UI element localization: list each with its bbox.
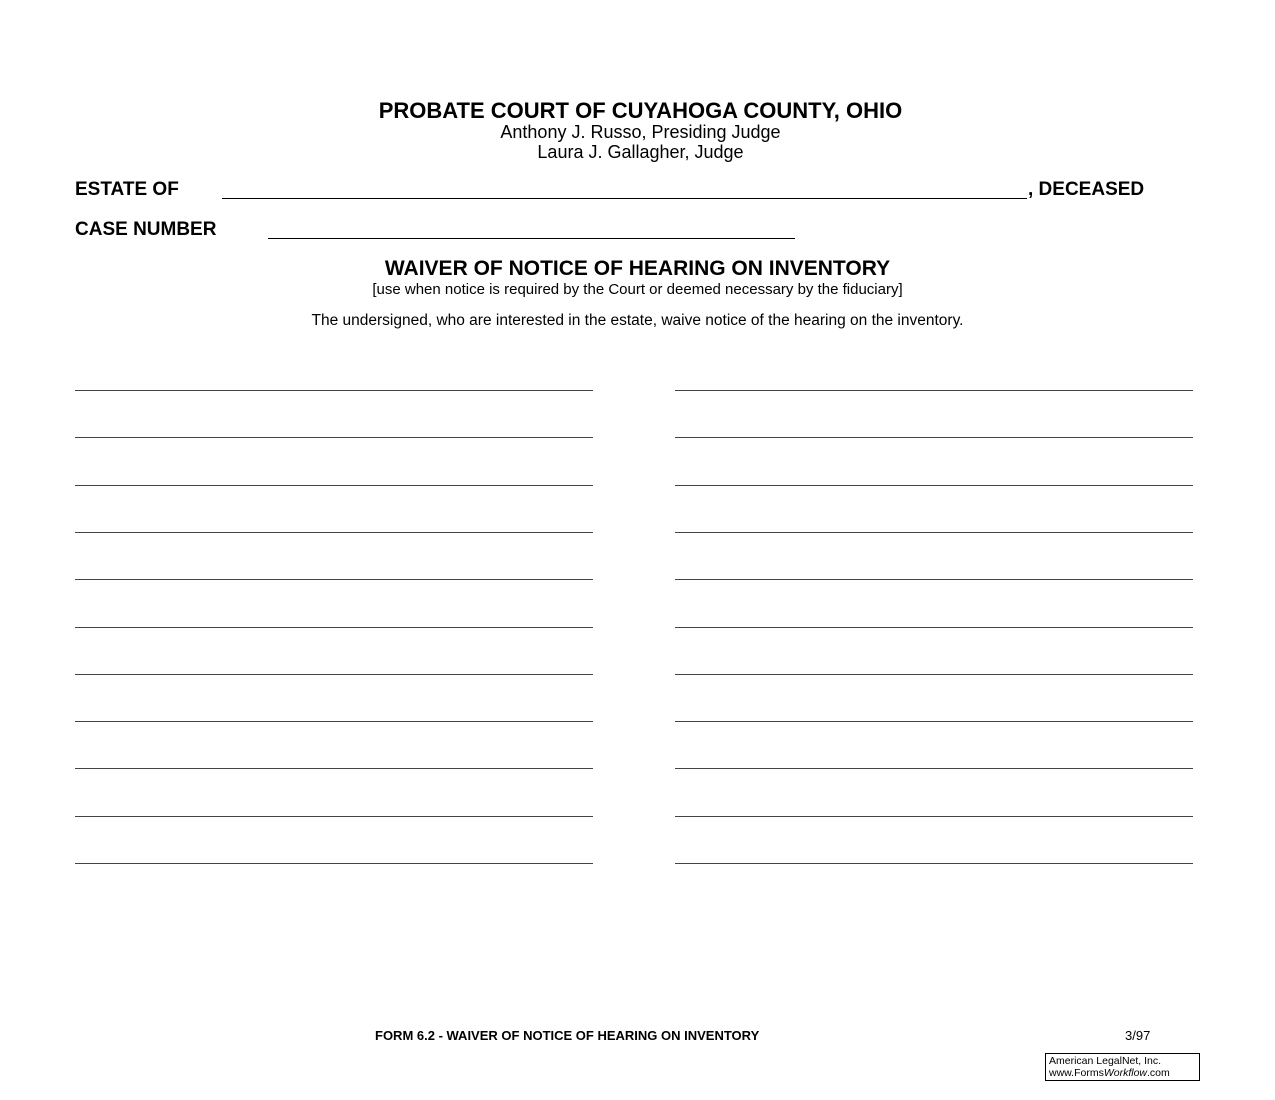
- left-signature-line[interactable]: [75, 485, 593, 486]
- left-signature-line[interactable]: [75, 532, 593, 533]
- form-date: 3/97: [1125, 1028, 1151, 1043]
- right-signature-line[interactable]: [675, 721, 1193, 722]
- left-signature-line[interactable]: [75, 816, 593, 817]
- right-signature-line[interactable]: [675, 674, 1193, 675]
- right-signature-line[interactable]: [675, 816, 1193, 817]
- right-signature-line[interactable]: [675, 768, 1193, 769]
- judge: Laura J. Gallagher, Judge: [537, 142, 744, 162]
- publisher-logo: [1045, 1053, 1200, 1081]
- logo-url-b: Workflow: [1103, 1067, 1148, 1079]
- right-signature-line[interactable]: [675, 532, 1193, 533]
- deceased-label: , DECEASED: [1028, 179, 1145, 200]
- right-signature-line[interactable]: [675, 390, 1193, 391]
- presiding-judge: Anthony J. Russo, Presiding Judge: [500, 122, 781, 142]
- left-signature-line[interactable]: [75, 627, 593, 628]
- left-signature-line[interactable]: [75, 768, 593, 769]
- estate-label: ESTATE OF: [75, 179, 179, 200]
- estate-name-field[interactable]: [222, 179, 1027, 199]
- logo-url-a: www.Forms: [1049, 1067, 1104, 1079]
- left-signature-line[interactable]: [75, 721, 593, 722]
- left-signature-line[interactable]: [75, 437, 593, 438]
- right-signature-line[interactable]: [675, 437, 1193, 438]
- logo-line2: [1049, 1067, 1199, 1079]
- court-name: PROBATE COURT OF CUYAHOGA COUNTY, OHIO: [378, 98, 903, 123]
- form-title: WAIVER OF NOTICE OF HEARING ON INVENTORY: [384, 257, 891, 280]
- right-signature-line[interactable]: [675, 863, 1193, 864]
- left-signature-line[interactable]: [75, 674, 593, 675]
- form-footer: FORM 6.2 - WAIVER OF NOTICE OF HEARING ON INVENTORY: [375, 1028, 760, 1043]
- logo-url-c: .com: [1147, 1067, 1170, 1079]
- right-signature-line[interactable]: [675, 579, 1193, 580]
- form-subtitle: [use when notice is required by the Court or deemed necessary by the fiduciary]: [372, 281, 903, 298]
- logo-line1: American LegalNet, Inc.: [1049, 1055, 1162, 1067]
- intro-text: The undersigned, who are interested in the estate, waive notice of the hearing on the inventory.: [311, 312, 964, 329]
- left-signature-line[interactable]: [75, 863, 593, 864]
- case-number-label: CASE NUMBER: [75, 219, 217, 240]
- left-signature-line[interactable]: [75, 390, 593, 391]
- left-signature-line[interactable]: [75, 579, 593, 580]
- right-signature-line[interactable]: [675, 627, 1193, 628]
- case-number-field[interactable]: [268, 219, 795, 239]
- right-signature-line[interactable]: [675, 485, 1193, 486]
